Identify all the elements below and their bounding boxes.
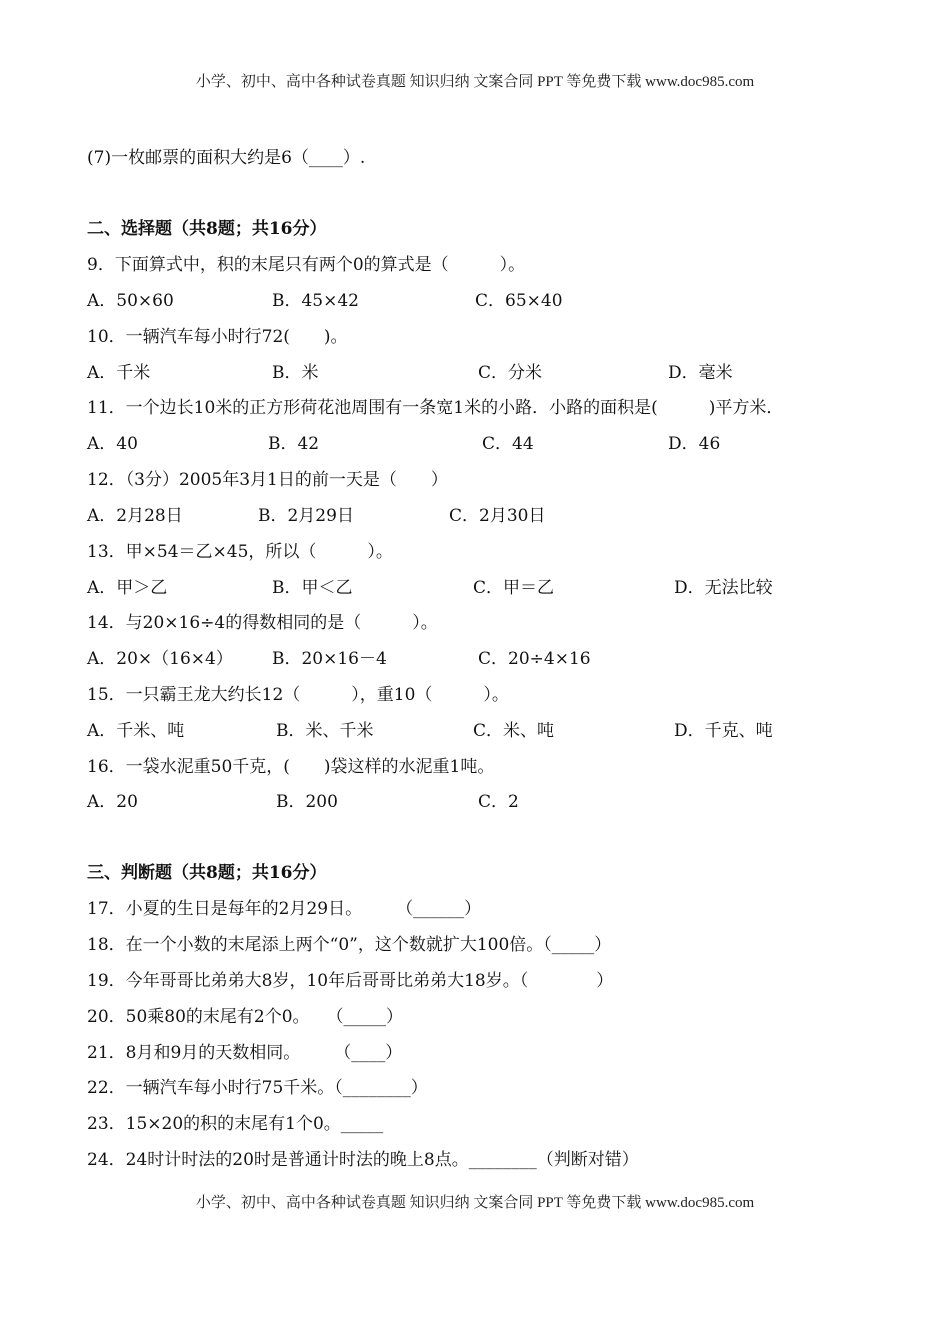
q15-option-a: A．千米、吨 bbox=[87, 721, 185, 741]
q12-option-c: C．2月30日 bbox=[449, 506, 546, 526]
q15-option-b: B．米、千米 bbox=[276, 721, 374, 741]
question-17: 17．小夏的生日是每年的2月29日。 （______） bbox=[87, 899, 482, 919]
question-10: 10．一辆汽车每小时行72( )。 bbox=[87, 327, 348, 347]
q16-option-a: A．20 bbox=[87, 792, 138, 812]
question-24-text: 24．24时计时法的20时是普通计时法的晚上8点。 bbox=[87, 1150, 469, 1170]
q11-option-b: B．42 bbox=[268, 434, 320, 454]
question-19: 19．今年哥哥比弟弟大8岁，10年后哥哥比弟弟大18岁。（ ） bbox=[87, 971, 614, 991]
question-13: 13．甲×54＝乙×45，所以（ ）。 bbox=[87, 542, 393, 562]
q11-option-d: D．46 bbox=[668, 434, 721, 454]
q10-option-c: C．分米 bbox=[478, 363, 543, 383]
q11-option-c: C．44 bbox=[482, 434, 534, 454]
question-12: 12．（3分）2005年3月1日的前一天是（ ） bbox=[87, 470, 448, 490]
question-23: 23．15×20的积的末尾有1个0。_____ bbox=[87, 1114, 384, 1134]
question-21: 21．8月和9月的天数相同。 （____） bbox=[87, 1043, 403, 1063]
question-15: 15．一只霸王龙大约长12（ ），重10（ ）。 bbox=[87, 685, 509, 705]
question-24 bbox=[87, 1149, 639, 1171]
q9-option-c: C．65×40 bbox=[475, 291, 563, 311]
q10-option-d: D．毫米 bbox=[668, 363, 733, 383]
page-header: 小学、初中、高中各种试卷真题 知识归纳 文案合同 PPT 等免费下载 www.doc985.com bbox=[195, 74, 755, 90]
q16-option-c: C．2 bbox=[478, 792, 519, 812]
q10-option-b: B．米 bbox=[272, 363, 319, 383]
q14-option-b: B．20×16－4 bbox=[272, 649, 387, 669]
q16-option-b: B．200 bbox=[276, 792, 338, 812]
q12-option-b: B．2月29日 bbox=[258, 506, 354, 526]
question-20: 20．50乘80的末尾有2个0。 （_____） bbox=[87, 1007, 404, 1027]
question-16: 16．一袋水泥重50千克，( )袋这样的水泥重1吨。 bbox=[87, 757, 495, 777]
q15-option-d: D．千克、吨 bbox=[674, 721, 773, 741]
q13-option-d: D．无法比较 bbox=[674, 578, 773, 598]
q9-option-b: B．45×42 bbox=[272, 291, 360, 311]
q12-option-a: A．2月28日 bbox=[87, 506, 183, 526]
q13-option-b: B．甲＜乙 bbox=[272, 578, 353, 598]
q14-option-a: A．20×（16×4） bbox=[87, 649, 233, 669]
q13-option-c: C．甲＝乙 bbox=[473, 578, 555, 598]
question-24-blank: ________ bbox=[468, 1150, 537, 1170]
q10-option-a: A．千米 bbox=[87, 363, 151, 383]
q11-option-a: A．40 bbox=[87, 434, 138, 454]
question-18: 18．在一个小数的末尾添上两个“0”，这个数就扩大100倍。（_____） bbox=[87, 935, 612, 955]
section-2-title: 二、选择题（共8题；共16分） bbox=[87, 219, 327, 239]
question-22: 22．一辆汽车每小时行75千米。（________） bbox=[87, 1078, 428, 1098]
q9-option-a: A．50×60 bbox=[87, 291, 174, 311]
page-footer: 小学、初中、高中各种试卷真题 知识归纳 文案合同 PPT 等免费下载 www.doc985.com bbox=[195, 1195, 755, 1211]
question-24-suffix: （判断对错） bbox=[536, 1150, 639, 1170]
q14-option-c: C．20÷4×16 bbox=[478, 649, 591, 669]
q13-option-a: A．甲＞乙 bbox=[87, 578, 168, 598]
question-11: 11．一个边长10米的正方形荷花池周围有一条宽1米的小路．小路的面积是( )平方米． bbox=[87, 398, 784, 418]
question-9: 9．下面算式中，积的末尾只有两个0的算式是（ ）。 bbox=[87, 255, 526, 275]
q15-option-c: C．米、吨 bbox=[473, 721, 555, 741]
question-7-item: (7)一枚邮票的面积大约是6（____）. bbox=[87, 148, 366, 168]
section-3-title: 三、判断题（共8题；共16分） bbox=[87, 863, 327, 883]
question-14: 14．与20×16÷4的得数相同的是（ ）。 bbox=[87, 613, 438, 633]
